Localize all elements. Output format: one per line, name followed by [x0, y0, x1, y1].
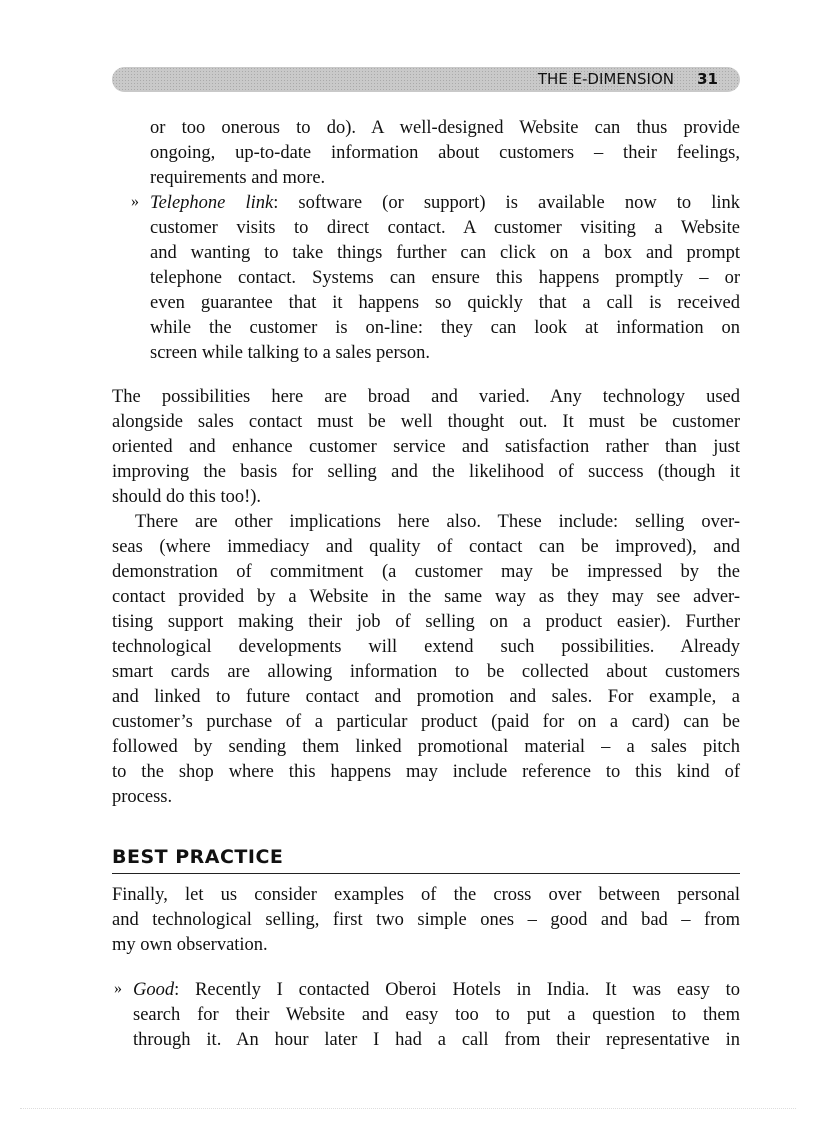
text-line: search for their Website and easy too to put a question to them — [133, 1005, 740, 1025]
paragraph-possibilities — [112, 385, 740, 510]
text-line: The possibilities here are broad and varied. Any technology used — [112, 387, 740, 407]
text-line: seas (where immediacy and quality of contact can be improved), and — [112, 537, 740, 557]
paragraph-finally — [112, 883, 740, 958]
section-heading: BEST PRACTICE — [112, 846, 284, 868]
text-line: contact provided by a Website in the same way as they may see adver- — [112, 587, 740, 607]
running-header — [112, 67, 740, 92]
page-bottom-edge — [20, 1108, 796, 1109]
text-line: oriented and enhance customer service and satisfaction rather than just — [112, 437, 740, 457]
running-header-title: THE E-DIMENSION — [537, 70, 674, 88]
bullet-term: Telephone link — [150, 193, 274, 213]
text-line: There are other implications here also. These include: selling over- — [135, 512, 740, 532]
text-line: even guarantee that it happens so quickly that a call is received — [150, 293, 740, 313]
text-line: and linked to future contact and promotion and sales. For example, a — [112, 687, 740, 707]
bullet-icon: » — [131, 193, 139, 210]
bullet-continuation — [150, 116, 740, 191]
text-line: and wanting to take things further can click on a box and prompt — [150, 243, 740, 263]
text-line: tising support making their job of selling on a product easier). Further — [112, 612, 740, 632]
text-line: my own observation. — [112, 935, 268, 955]
text-line: while the customer is on-line: they can look at information on — [150, 318, 740, 338]
text-line: or too onerous to do). A well-designed Website can thus provide — [150, 118, 740, 138]
text-line: technological developments will extend such possibilities. Already — [112, 637, 740, 657]
text-line: should do this too!). — [112, 487, 262, 507]
text-line — [133, 978, 740, 1003]
text-line: telephone contact. Systems can ensure this happens promptly – or — [150, 268, 740, 288]
heading-rule — [112, 873, 740, 874]
bullet-term: Good — [133, 980, 175, 1000]
paragraph-implications — [112, 510, 740, 810]
text-line: requirements and more. — [150, 168, 326, 188]
text-line: process. — [112, 787, 173, 807]
text-line: and technological selling, first two simple ones – good and bad – from — [112, 910, 740, 930]
text-line: improving the basis for selling and the likelihood of success (though it — [112, 462, 740, 482]
text-line: customer visits to direct contact. A customer visiting a Website — [150, 218, 740, 238]
text-span: : software (or support) is available now to link — [273, 193, 740, 213]
text-line: screen while talking to a sales person. — [150, 343, 430, 363]
bullet-good — [133, 978, 740, 1053]
text-line: customer’s purchase of a particular product (paid for on a card) can be — [112, 712, 740, 732]
text-line: alongside sales contact must be well thought out. It must be customer — [112, 412, 740, 432]
text-line: to the shop where this happens may include reference to this kind of — [112, 762, 740, 782]
bullet-telephone-link — [150, 191, 740, 366]
text-line: followed by sending them linked promotional material – a sales pitch — [112, 737, 740, 757]
text-line: Finally, let us consider examples of the cross over between personal — [112, 885, 740, 905]
text-span: : Recently I contacted Oberoi Hotels in India. It was easy to — [174, 980, 740, 1000]
text-line: smart cards are allowing information to be collected about customers — [112, 662, 740, 682]
bullet-icon: » — [114, 980, 122, 997]
text-line: ongoing, up-to-date information about customers – their feelings, — [150, 143, 740, 163]
page-number: 31 — [697, 70, 718, 88]
text-line — [150, 191, 740, 216]
text-line: through it. An hour later I had a call from their representative in — [133, 1030, 740, 1050]
text-line: demonstration of commitment (a customer may be impressed by the — [112, 562, 740, 582]
